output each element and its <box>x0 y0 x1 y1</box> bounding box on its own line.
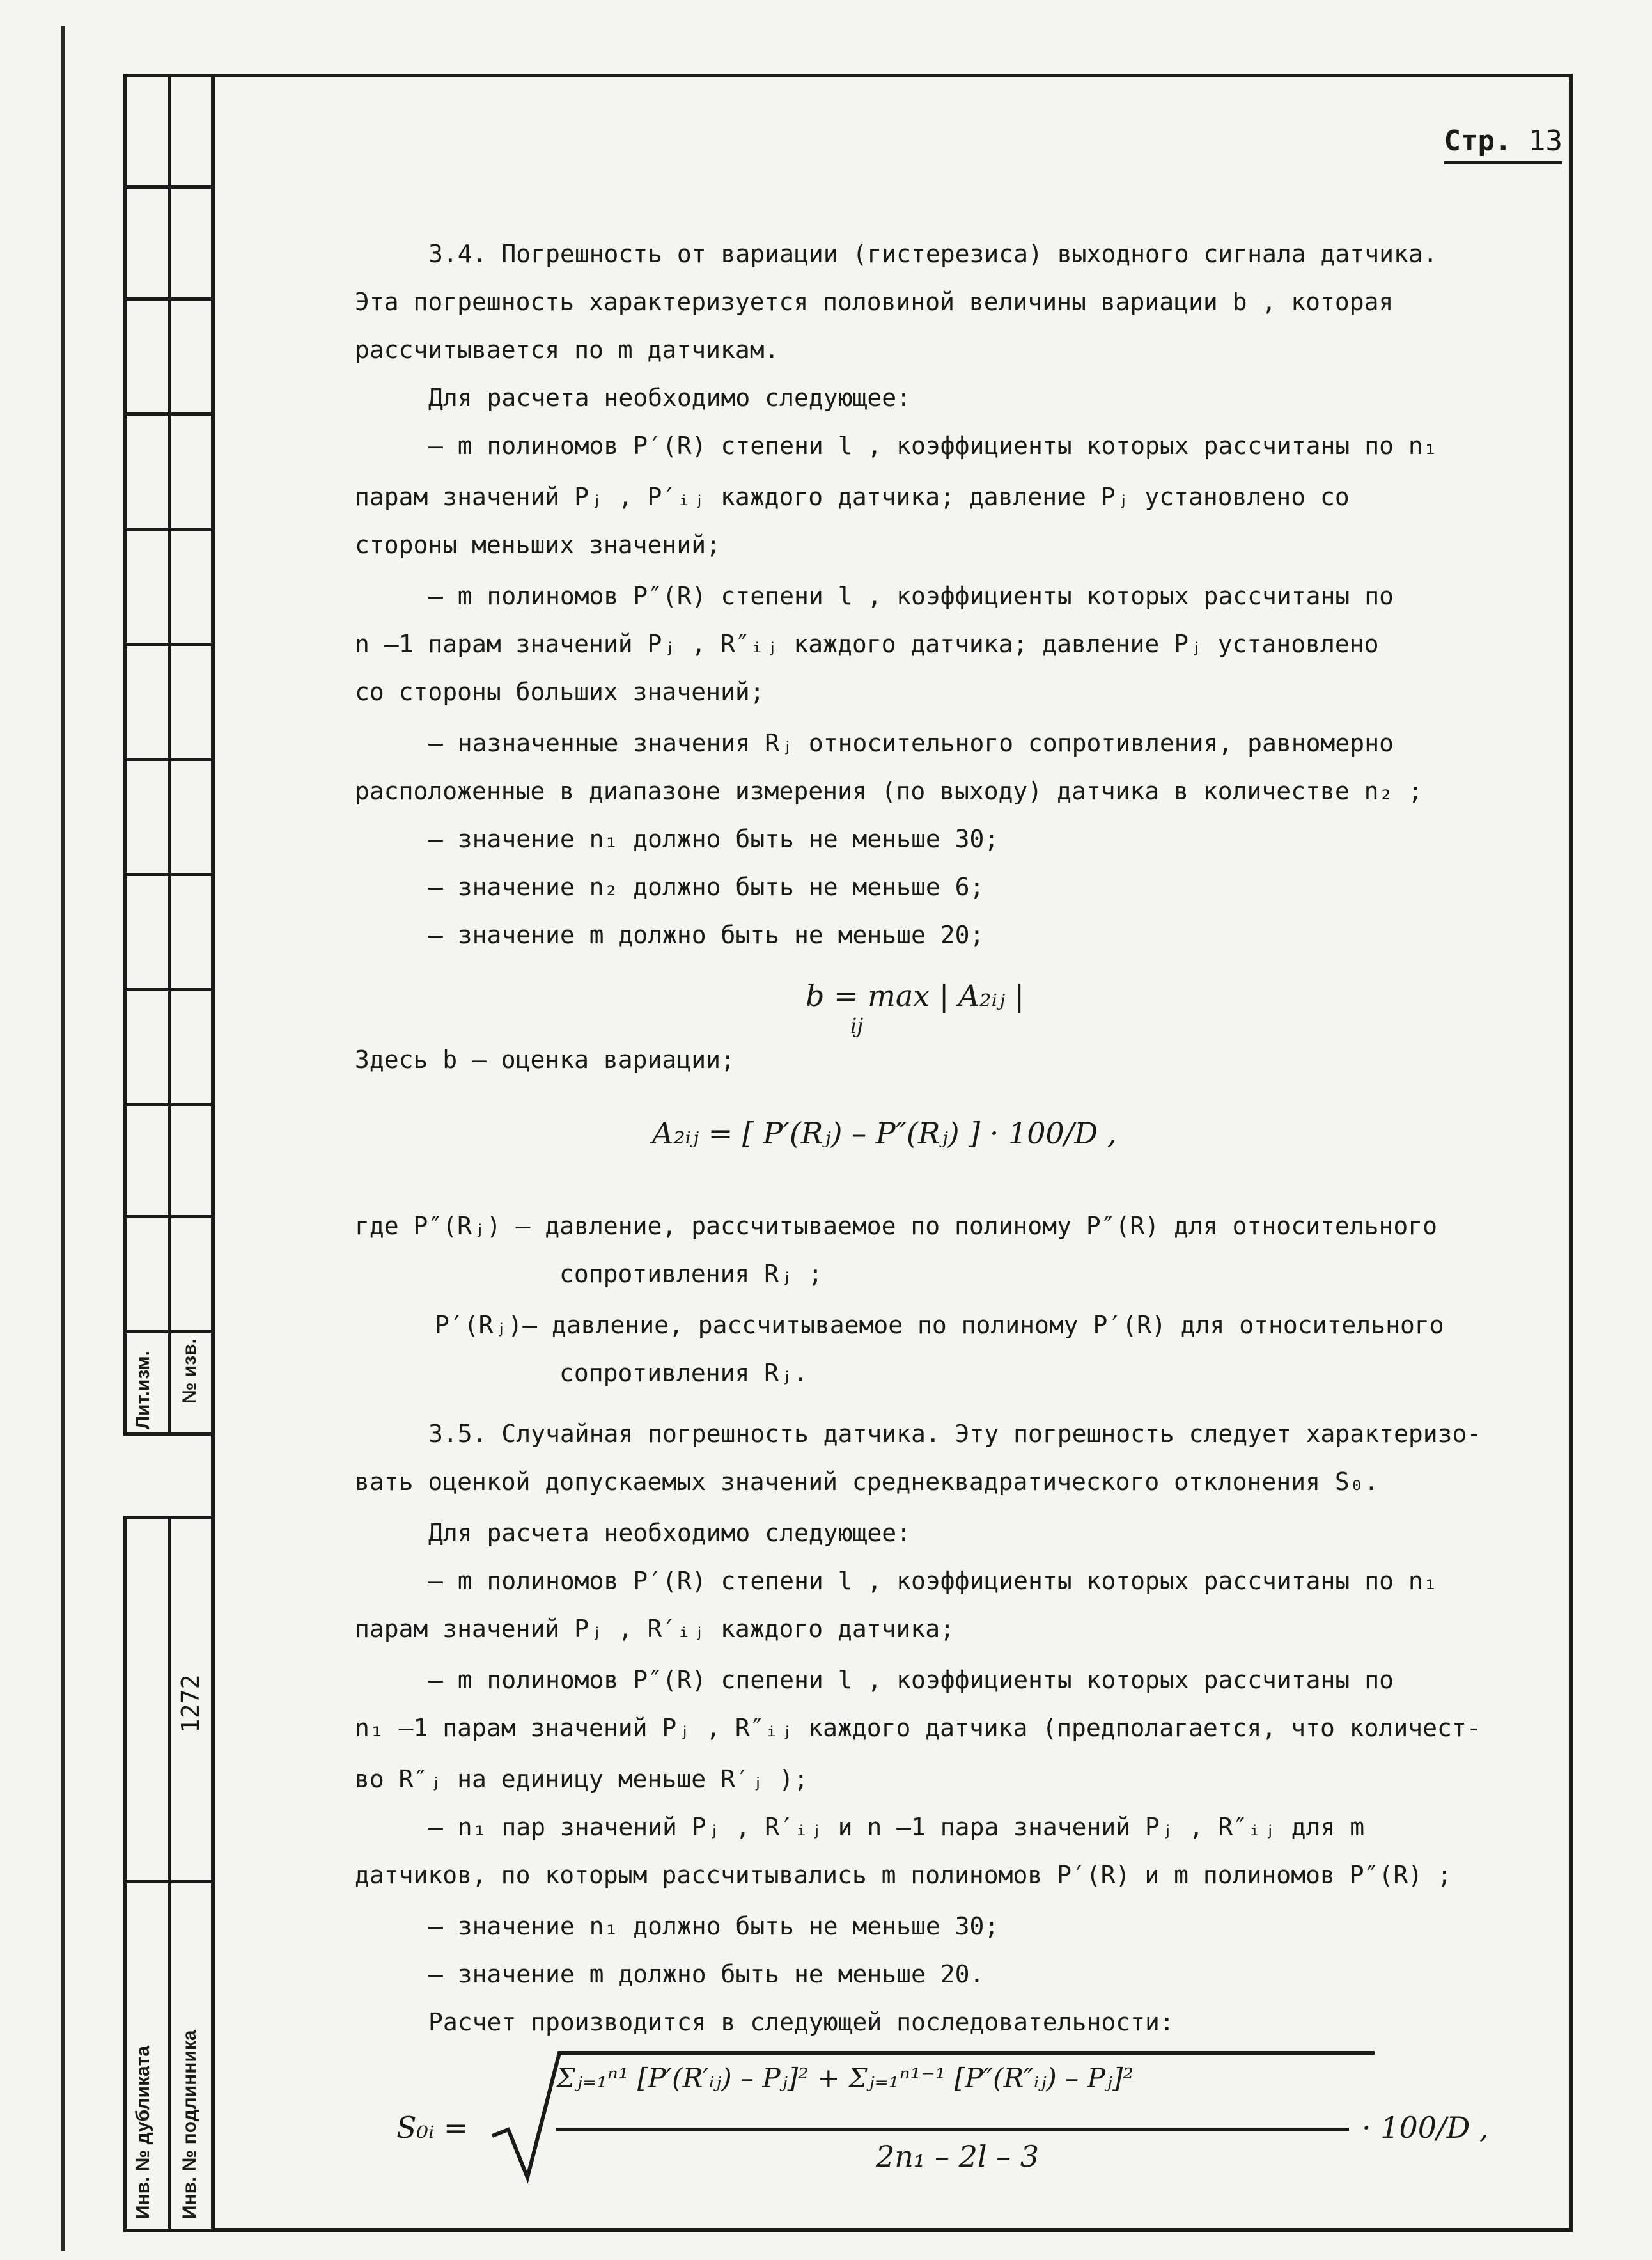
stamp-column-right-top <box>168 74 214 1436</box>
text-line: вать оценкой допускаемых значений среднеквадратического отклонения S₀. <box>355 1468 1379 1496</box>
text-line: – назначенные значения Rⱼ относительного сопротивления, равномерно <box>428 729 1394 757</box>
text-line: со стороны больших значений; <box>355 678 765 706</box>
text-line: – значение n₁ должно быть не меньше 30; <box>428 1912 999 1940</box>
text-line: расположенные в диапазоне измерения (по выходу) датчика в количестве n₂ ; <box>355 777 1423 805</box>
text-line: n₁ –1 парам значений Pⱼ , R″ᵢⱼ каждого датчика (предполагается, что количест- <box>355 1714 1481 1742</box>
text-line: – m полиномов P″(R) спепени l , коэффициенты которых рассчитаны по <box>428 1666 1394 1694</box>
text-line: Здесь b – оценка вариации; <box>355 1046 735 1074</box>
stamp-divider <box>123 1215 214 1218</box>
text-line: – m полиномов P′(R) степени l , коэффициенты которых рассчитаны по n₁ <box>428 432 1438 460</box>
text-line: датчиков, по которым рассчитывались m полиномов P′(R) и m полиномов P″(R) ; <box>355 1861 1452 1889</box>
text-line: сопротивления Rⱼ. <box>559 1359 808 1387</box>
text-line: – значение n₂ должно быть не меньше 6; <box>428 873 985 901</box>
stamp-divider <box>123 1330 214 1333</box>
text-line: P′(Rⱼ)– давление, рассчитываемое по полиному P′(R) для относительного <box>435 1311 1444 1339</box>
text-line: стороны меньших значений; <box>355 531 721 559</box>
stamp-divider <box>123 758 214 761</box>
text-line: – значение n₁ должно быть не меньше 30; <box>428 825 999 853</box>
formula-s0i-tail: · 100/D , <box>1362 2110 1489 2145</box>
stamp-divider <box>123 528 214 531</box>
text-line: – значение m должно быть не меньше 20; <box>428 921 985 949</box>
text-line: Эта погрешность характеризуется половиной величины вариации b , которая <box>355 288 1394 316</box>
page-label: Стр. <box>1444 125 1512 157</box>
formula-variation-subscript: ij <box>850 1014 864 1038</box>
stamp-original-label: Инв. № подлинника <box>179 2030 200 2219</box>
text-line: во R″ⱼ на единицу меньше R′ⱼ ); <box>355 1765 809 1793</box>
text-line: парам значений Pⱼ , P′ᵢⱼ каждого датчика; давление Pⱼ установлено со <box>355 483 1350 511</box>
page-number <box>1444 125 1562 164</box>
text-line: где P″(Rⱼ) – давление, рассчитываемое по полиному P″(R) для относительного <box>355 1212 1437 1240</box>
formula-a2ij: A₂ᵢⱼ = [ P′(Rⱼ) – P″(Rⱼ) ] · 100/D , <box>652 1116 1117 1150</box>
text-line: n –1 парам значений Pⱼ , R″ᵢⱼ каждого датчика; давление Pⱼ установлено <box>355 630 1379 658</box>
text-line: сопротивления Rⱼ ; <box>559 1260 823 1288</box>
stamp-divider <box>123 297 214 301</box>
stamp-divider <box>123 185 214 189</box>
text-line: Для расчета необходимо следующее: <box>428 1519 911 1547</box>
stamp-divider <box>123 1880 214 1883</box>
text-line: – n₁ пар значений Pⱼ , R′ᵢⱼ и n –1 пара значений Pⱼ , R″ᵢⱼ для m <box>428 1813 1365 1841</box>
page-edge-line <box>61 26 65 2251</box>
inventory-number: 1272 <box>176 1674 205 1733</box>
stamp-divider <box>123 873 214 876</box>
stamp-divider <box>123 412 214 416</box>
text-line: парам значений Pⱼ , R′ᵢⱼ каждого датчика; <box>355 1615 955 1643</box>
text-line: Расчет производится в следующей последовательности: <box>428 2008 1174 2036</box>
formula-s0i-numerator: Σⱼ₌₁ⁿ¹ [P′(R′ᵢⱼ) – Pⱼ]² + Σⱼ₌₁ⁿ¹⁻¹ [P″(R″ᵢⱼ) – Pⱼ]² <box>556 2062 1134 2094</box>
stamp-divider <box>123 643 214 646</box>
page-number-value: 13 <box>1529 125 1562 157</box>
stamp-duplicate-label: Инв. № дубликата <box>132 2045 153 2219</box>
stamp-num-label: № изв. <box>179 1338 200 1404</box>
stamp-divider <box>123 1103 214 1106</box>
formula-variation: b = max | A₂ᵢⱼ | <box>806 978 1025 1013</box>
stamp-divider <box>123 988 214 991</box>
stamp-column-left-top <box>123 74 171 1436</box>
text-line: Для расчета необходимо следующее: <box>428 384 911 412</box>
text-line: 3.4. Погрешность от вариации (гистерезиса) выходного сигнала датчика. <box>428 240 1438 268</box>
stamp-rev-label: Лит.изм. <box>132 1350 153 1429</box>
text-line: – m полиномов P″(R) степени l , коэффициенты которых рассчитаны по <box>428 582 1394 610</box>
formula-s0i-denominator: 2n₁ – 2l – 3 <box>876 2139 1040 2174</box>
text-line: 3.5. Случайная погрешность датчика. Эту погрешность следует характеризо- <box>428 1420 1482 1448</box>
formula-s0i-lhs: S₀ᵢ = <box>396 2110 469 2145</box>
text-line: – значение m должно быть не меньше 20. <box>428 1960 985 1988</box>
text-line: рассчитывается по m датчикам. <box>355 336 779 364</box>
text-line: – m полиномов P′(R) степени l , коэффициенты которых рассчитаны по n₁ <box>428 1567 1438 1595</box>
